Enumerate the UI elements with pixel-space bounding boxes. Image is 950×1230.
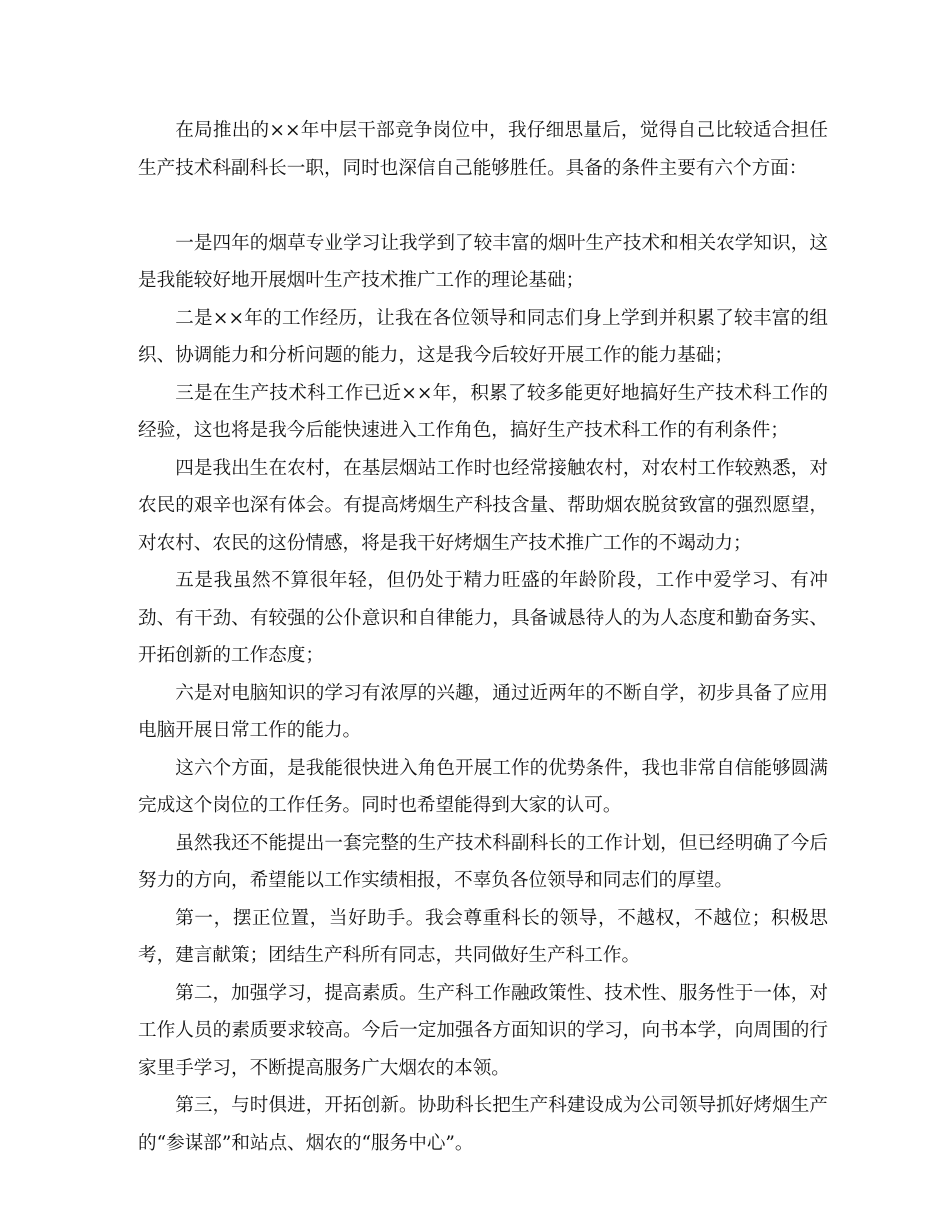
- paragraph-condition-3: 三是在生产技术科工作已近××年，积累了较多能更好地搞好生产技术科工作的经验，这也将是我今后能快速进入工作角色，搞好生产技术科工作的有利条件；: [138, 382, 828, 441]
- paragraph-condition-5: 五是我虽然不算很年轻，但仍处于精力旺盛的年龄阶段，工作中爱学习、有冲劲、有干劲、有较强的公仆意识和自律能力，具备诚恳待人的为人态度和勤奋务实、开拓创新的工作态度；: [138, 570, 828, 666]
- paragraph-plan-1: 第一，摆正位置，当好助手。我会尊重科长的领导，不越权，不越位；积极思考，建言献策；团结生产科所有同志，共同做好生产科工作。: [138, 907, 828, 966]
- paragraph-condition-2: 二是××年的工作经历，让我在各位领导和同志们身上学到并积累了较丰富的组织、协调能力和分析问题的能力，这是我今后较好开展工作的能力基础；: [138, 307, 828, 366]
- paragraph-condition-1: 一是四年的烟草专业学习让我学到了较丰富的烟叶生产技术和相关农学知识，这是我能较好地开展烟叶生产技术推广工作的理论基础；: [138, 232, 828, 291]
- paragraph-plan-3: 第三，与时俱进，开拓创新。协助科长把生产科建设成为公司领导抓好烤烟生产的“参谋部”和站点、烟农的“服务中心”。: [138, 1095, 828, 1154]
- paragraph-condition-4: 四是我出生在农村，在基层烟站工作时也经常接触农村，对农村工作较熟悉，对农民的艰辛也深有体会。有提高烤烟生产科技含量、帮助烟农脱贫致富的强烈愿望，对农村、农民的这份情感，将是我干好烤烟生产技术推广工作的不竭动力；: [138, 457, 828, 554]
- paragraph-plan-intro: 虽然我还不能提出一套完整的生产技术科副科长的工作计划，但已经明确了今后努力的方向，希望能以工作实绩相报，不辜负各位领导和同志们的厚望。: [138, 832, 828, 891]
- paragraph-plan-2: 第二，加强学习，提高素质。生产科工作融政策性、技术性、服务性于一体，对工作人员的素质要求较高。今后一定加强各方面知识的学习，向书本学，向周围的行家里手学习，不断提高服务广大烟农的本领。: [138, 982, 828, 1079]
- paragraph-condition-6: 六是对电脑知识的学习有浓厚的兴趣，通过近两年的不断自学，初步具备了应用电脑开展日常工作的能力。: [138, 682, 828, 741]
- paragraph-summary: 这六个方面，是我能很快进入角色开展工作的优势条件，我也非常自信能够圆满完成这个岗位的工作任务。同时也希望能得到大家的认可。: [138, 757, 828, 816]
- paragraph-intro: 在局推出的××年中层干部竞争岗位中，我仔细思量后，觉得自己比较适合担任生产技术科副科长一职，同时也深信自己能够胜任。具备的条件主要有六个方面：: [138, 120, 828, 179]
- document-body: [138, 112, 828, 1162]
